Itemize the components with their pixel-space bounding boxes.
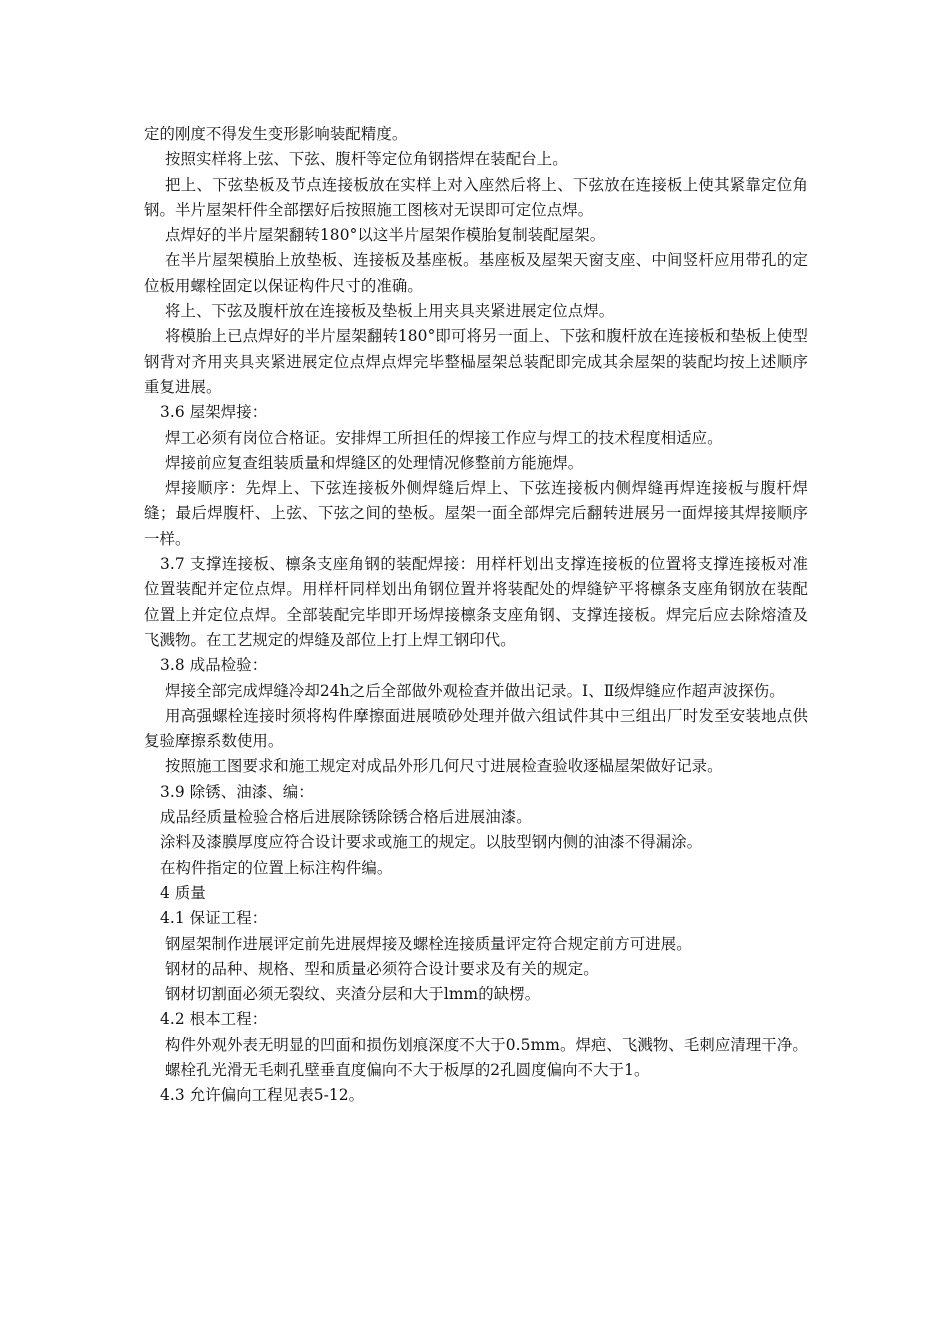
section-heading: 3.9 除锈、油漆、编： xyxy=(160,782,314,801)
paragraph: 在半片屋架模胎上放垫板、连接板及基座板。基座板及屋架天窗支座、中间竖杆应用带孔的定位板用螺栓固定以保证构件尺寸的准确。 xyxy=(144,251,808,295)
document-body xyxy=(144,122,808,1109)
paragraph: 按照实样将上弦、下弦、腹杆等定位角钢搭焊在装配台上。 xyxy=(165,150,568,169)
section-heading: 4 质量 xyxy=(160,883,206,902)
paragraph: 焊接前应复查组装质量和焊缝区的处理情况修整前方能施焊。 xyxy=(165,453,584,472)
paragraph: 钢材的品种、规格、型和质量必须符合设计要求及有关的规定。 xyxy=(165,959,599,978)
paragraph: 3.7 支撑连接板、檩条支座角钢的装配焊接：用样杆划出支撑连接板的位置将支撑连接板对准位置装配并定位点焊。用样杆同样划出角钢位置并将装配处的焊缝铲平将檩条支座角钢放在装配位置上并定位点焊。全部装配完毕即开场焊接檩条支座角钢、支撑连接板。焊完后应去除熔渣及飞溅物。在工艺规定的焊缝及部位上打上焊工钢印代。 xyxy=(144,555,808,649)
section-heading: 4.1 保证工程： xyxy=(160,909,268,928)
paragraph: 把上、下弦垫板及节点连接板放在实样上对入座然后将上、下弦放在连接板上使其紧靠定位角钢。半片屋架杆件全部摆好后按照施工图核对无误即可定位点焊。 xyxy=(144,175,808,219)
section-heading: 3.8 成品检验： xyxy=(160,656,268,675)
paragraph: 构件外观外表无明显的凹面和损伤划痕深度不大于0.5mm。焊疤、飞溅物、毛刺应清理干净。 xyxy=(165,1035,808,1054)
paragraph: 螺栓孔光滑无毛刺孔壁垂直度偏向不大于板厚的2孔圆度偏向不大于1。 xyxy=(165,1060,650,1079)
section-heading: 4.3 允许偏向工程见表5-12。 xyxy=(160,1086,365,1105)
paragraph: 用高强螺栓连接时须将构件摩擦面进展喷砂处理并做六组试件其中三组出厂时发至安装地点供复验摩擦系数使用。 xyxy=(144,706,808,751)
paragraph: 定的刚度不得发生变形影响装配精度。 xyxy=(144,125,408,143)
paragraph: 钢材切割面必须无裂纹、夹渣分层和大于lmm的缺楞。 xyxy=(165,985,541,1004)
paragraph: 按照施工图要求和施工规定对成品外形几何尺寸进展检查验收逐榀屋架做好记录。 xyxy=(165,757,723,776)
paragraph: 焊接顺序：先焊上、下弦连接板外侧焊缝后焊上、下弦连接板内侧焊缝再焊连接板与腹杆焊缝；最后焊腹杆、上弦、下弦之间的垫板。屋架一面全部焊完后翻转进展另一面焊接其焊接顺序一样。 xyxy=(144,479,808,548)
section-heading: 4.2 根本工程： xyxy=(160,1010,268,1029)
paragraph: 钢屋架制作进展评定前先进展焊接及螺栓连接质量评定符合规定前方可进展。 xyxy=(165,934,692,953)
paragraph: 焊接全部完成焊缝冷却24h之后全部做外观检查并做出记录。Ⅰ、Ⅱ级焊缝应作超声波探伤。 xyxy=(165,681,785,700)
paragraph: 点焊好的半片屋架翻转180°以这半片屋架作模胎复制装配屋架。 xyxy=(165,226,606,245)
paragraph: 将上、下弦及腹杆放在连接板及垫板上用夹具夹紧进展定位点焊。 xyxy=(165,302,615,321)
paragraph: 将模胎上已点焊好的半片屋架翻转180°即可将另一面上、下弦和腹杆放在连接板和垫板上使型钢背对齐用夹具夹紧进展定位点焊点焊完毕整榀屋架总装配即完成其余屋架的装配均按上述顺序重复进展。 xyxy=(144,327,808,396)
paragraph: 在构件指定的位置上标注构件编。 xyxy=(160,858,393,877)
paragraph: 焊工必须有岗位合格证。安排焊工所担任的焊接工作应与焊工的技术程度相适应。 xyxy=(165,428,723,447)
paragraph: 涂料及漆膜厚度应符合设计要求或施工的规定。以肢型钢内侧的油漆不得漏涂。 xyxy=(160,833,703,852)
section-heading: 3.6 屋架焊接： xyxy=(160,403,268,422)
paragraph: 成品经质量检验合格后进展除锈除锈合格后进展油漆。 xyxy=(160,808,532,827)
